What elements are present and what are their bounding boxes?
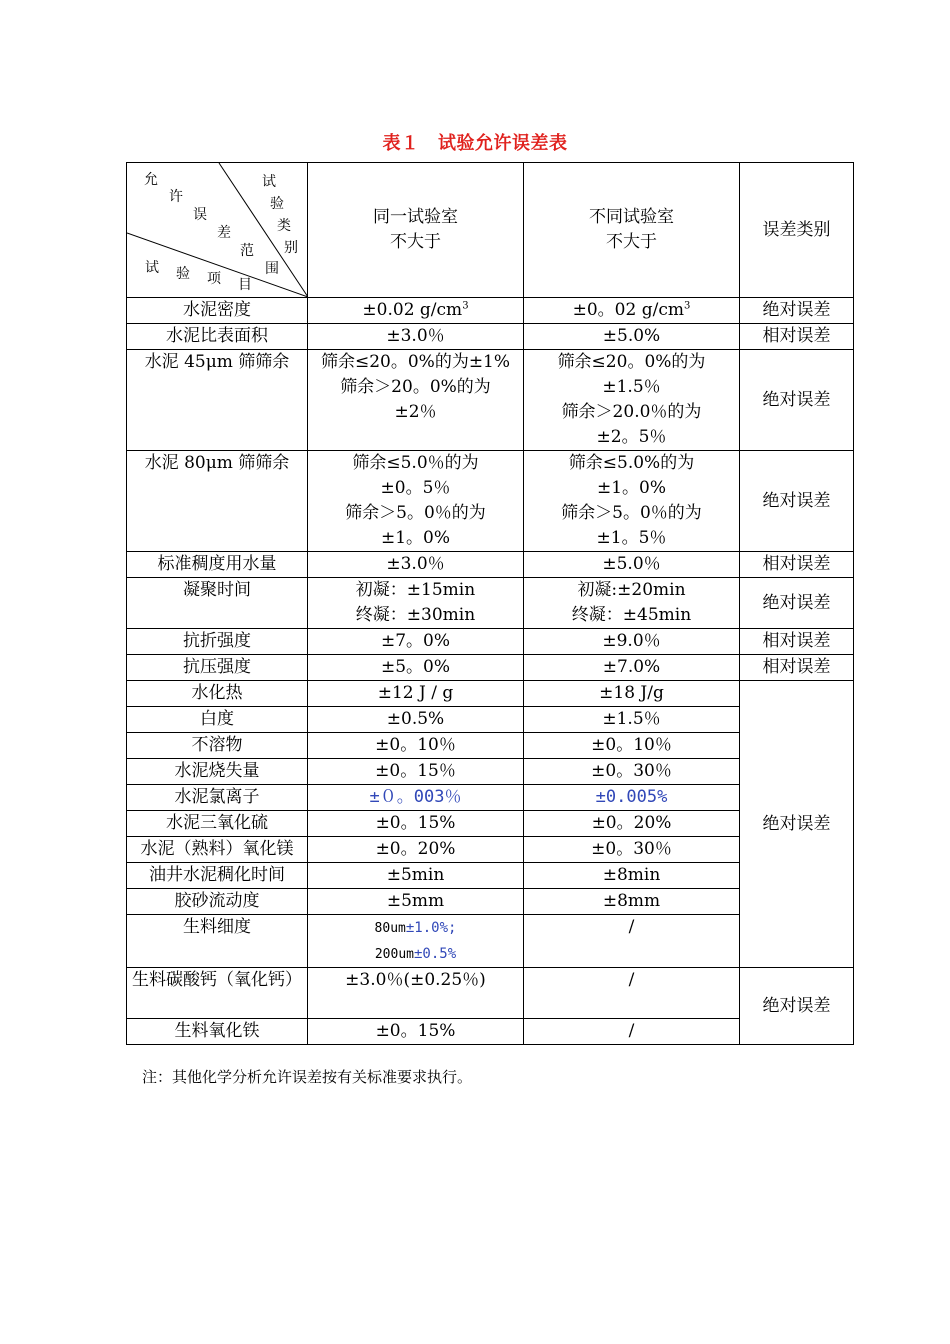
diff-lab-cell: ±0。02 $g/cm^3$ [524,298,740,324]
diff-lab-cell: / [524,915,740,968]
type-cell: 绝对误差 [740,451,854,552]
same-lab-cell: ±12 J / g [308,681,524,707]
item-cell: 生料细度 [127,915,308,968]
type-cell: 相对误差 [740,655,854,681]
item-cell: 水泥 80μm 筛筛余 [127,451,308,552]
type-cell: 绝对误差 [740,298,854,324]
diff-lab-cell: 筛余≤20。0%的为 ±1.5％ 筛余＞20.0％的为 ±2。5％ [524,350,740,451]
same-lab-cell: ±7。0% [308,629,524,655]
footnote: 注：其他化学分析允许误差按有关标准要求执行。 [142,1068,473,1086]
table-title: 表１ 试验允许误差表 [382,133,568,154]
table-row [127,350,854,451]
item-cell: 不溶物 [127,733,308,759]
item-cell: 抗折强度 [127,629,308,655]
same-lab-cell: ±3.0％(±0.25％) [308,968,524,1019]
same-lab-cell: ±5min [308,863,524,889]
same-lab-cell: ±3.0％ [308,324,524,350]
type-cell: 相对误差 [740,552,854,578]
same-lab-cell: ±0.02 $g/cm^3$ [308,298,524,324]
same-lab-cell: ±0.5% [308,707,524,733]
diag-char: 范 [240,243,254,259]
diff-lab-cell: ±0。30％ [524,837,740,863]
diag-char: 目 [238,277,252,293]
type-cell: 相对误差 [740,629,854,655]
diff-lab-cell: ±8mm [524,889,740,915]
type-cell: 相对误差 [740,324,854,350]
same-lab-cell: ±5mm [308,889,524,915]
same-lab-cell: ±0。20% [308,837,524,863]
item-cell: 水泥烧失量 [127,759,308,785]
diff-lab-cell: / [524,1019,740,1045]
same-lab-cell: 筛余≤5.0％的为 ±0。5％ 筛余＞5。0％的为 ±1。0% [308,451,524,552]
diff-lab-cell: / [524,968,740,1019]
diag-char: 项 [207,271,221,287]
diff-lab-cell: 初凝:±20min 终凝：±45min [524,578,740,629]
diag-char: 许 [169,189,183,205]
same-lab-cell: 初凝：±15min 终凝：±30min [308,578,524,629]
same-lab-cell: ±3.0％ [308,552,524,578]
diff-lab-cell: ±9.0％ [524,629,740,655]
diff-lab-cell: ±18 J/g [524,681,740,707]
diag-char: 差 [217,225,231,241]
same-lab-cell: ±0。10％ [308,733,524,759]
item-cell: 水泥氯离子 [127,785,308,811]
header-row [127,163,854,298]
diag-char: 验 [176,266,190,282]
diff-lab-cell: ±5.0％ [524,552,740,578]
diff-lab-cell: ±7.0% [524,655,740,681]
diff-lab-cell: ±5.0% [524,324,740,350]
table-row [127,578,854,629]
tolerance-table [126,162,854,1045]
same-lab-cell: ±0。15% [308,811,524,837]
table-row [127,451,854,552]
same-lab-cell: ±5。0% [308,655,524,681]
diff-lab-cell: ±0.005% [524,785,740,811]
table-row [127,324,854,350]
diff-lab-cell: 筛余≤5.0%的为 ±1。0% 筛余＞5。0％的为 ±1。5％ [524,451,740,552]
same-lab-cell: ±0。15％ [308,759,524,785]
table-row [127,629,854,655]
header-error-type: 误差类别 [740,163,854,298]
item-cell: 油井水泥稠化时间 [127,863,308,889]
item-cell: 水泥密度 [127,298,308,324]
type-cell-merged: 绝对误差 [740,681,854,968]
item-cell: 白度 [127,707,308,733]
diff-lab-cell: ±8min [524,863,740,889]
table-row [127,655,854,681]
diag-char: 围 [265,261,279,277]
type-cell: 绝对误差 [740,350,854,451]
diag-char: 允 [144,172,158,188]
diag-char: 类 [277,218,291,234]
item-cell: 水泥三氧化硫 [127,811,308,837]
diag-char: 试 [262,174,276,190]
diagonal-header-cell [127,163,308,298]
same-lab-cell: ±０。003％ [308,785,524,811]
type-cell-merged: 绝对误差 [740,968,854,1045]
table-row [127,681,854,707]
type-cell: 绝对误差 [740,578,854,629]
diag-char: 试 [145,260,159,276]
diff-lab-cell: ±1.5％ [524,707,740,733]
item-cell: 水泥（熟料）氧化镁 [127,837,308,863]
diff-lab-cell: ±0。20% [524,811,740,837]
table-row [127,968,854,1019]
header-diff-lab: 不同试验室 不大于 [524,163,740,298]
item-cell: 水泥 45μm 筛筛余 [127,350,308,451]
same-lab-cell: 80um±1.0%; 200um±0.5% [308,915,524,968]
header-same-lab: 同一试验室 不大于 [308,163,524,298]
table-row [127,552,854,578]
item-cell: 抗压强度 [127,655,308,681]
item-cell: 标准稠度用水量 [127,552,308,578]
item-cell: 生料碳酸钙（氧化钙） [127,968,308,1019]
item-cell: 生料氧化铁 [127,1019,308,1045]
diag-char: 误 [193,207,207,223]
same-lab-cell: 筛余≤20。0%的为±1% 筛余＞20。0%的为 ±2％ [308,350,524,451]
table-row [127,298,854,324]
diff-lab-cell: ±0。30％ [524,759,740,785]
item-cell: 水泥比表面积 [127,324,308,350]
diff-lab-cell: ±0。10％ [524,733,740,759]
item-cell: 水化热 [127,681,308,707]
diag-char: 别 [284,240,298,256]
same-lab-cell: ±0。15% [308,1019,524,1045]
diag-char: 验 [270,196,284,212]
item-cell: 凝聚时间 [127,578,308,629]
item-cell: 胶砂流动度 [127,889,308,915]
